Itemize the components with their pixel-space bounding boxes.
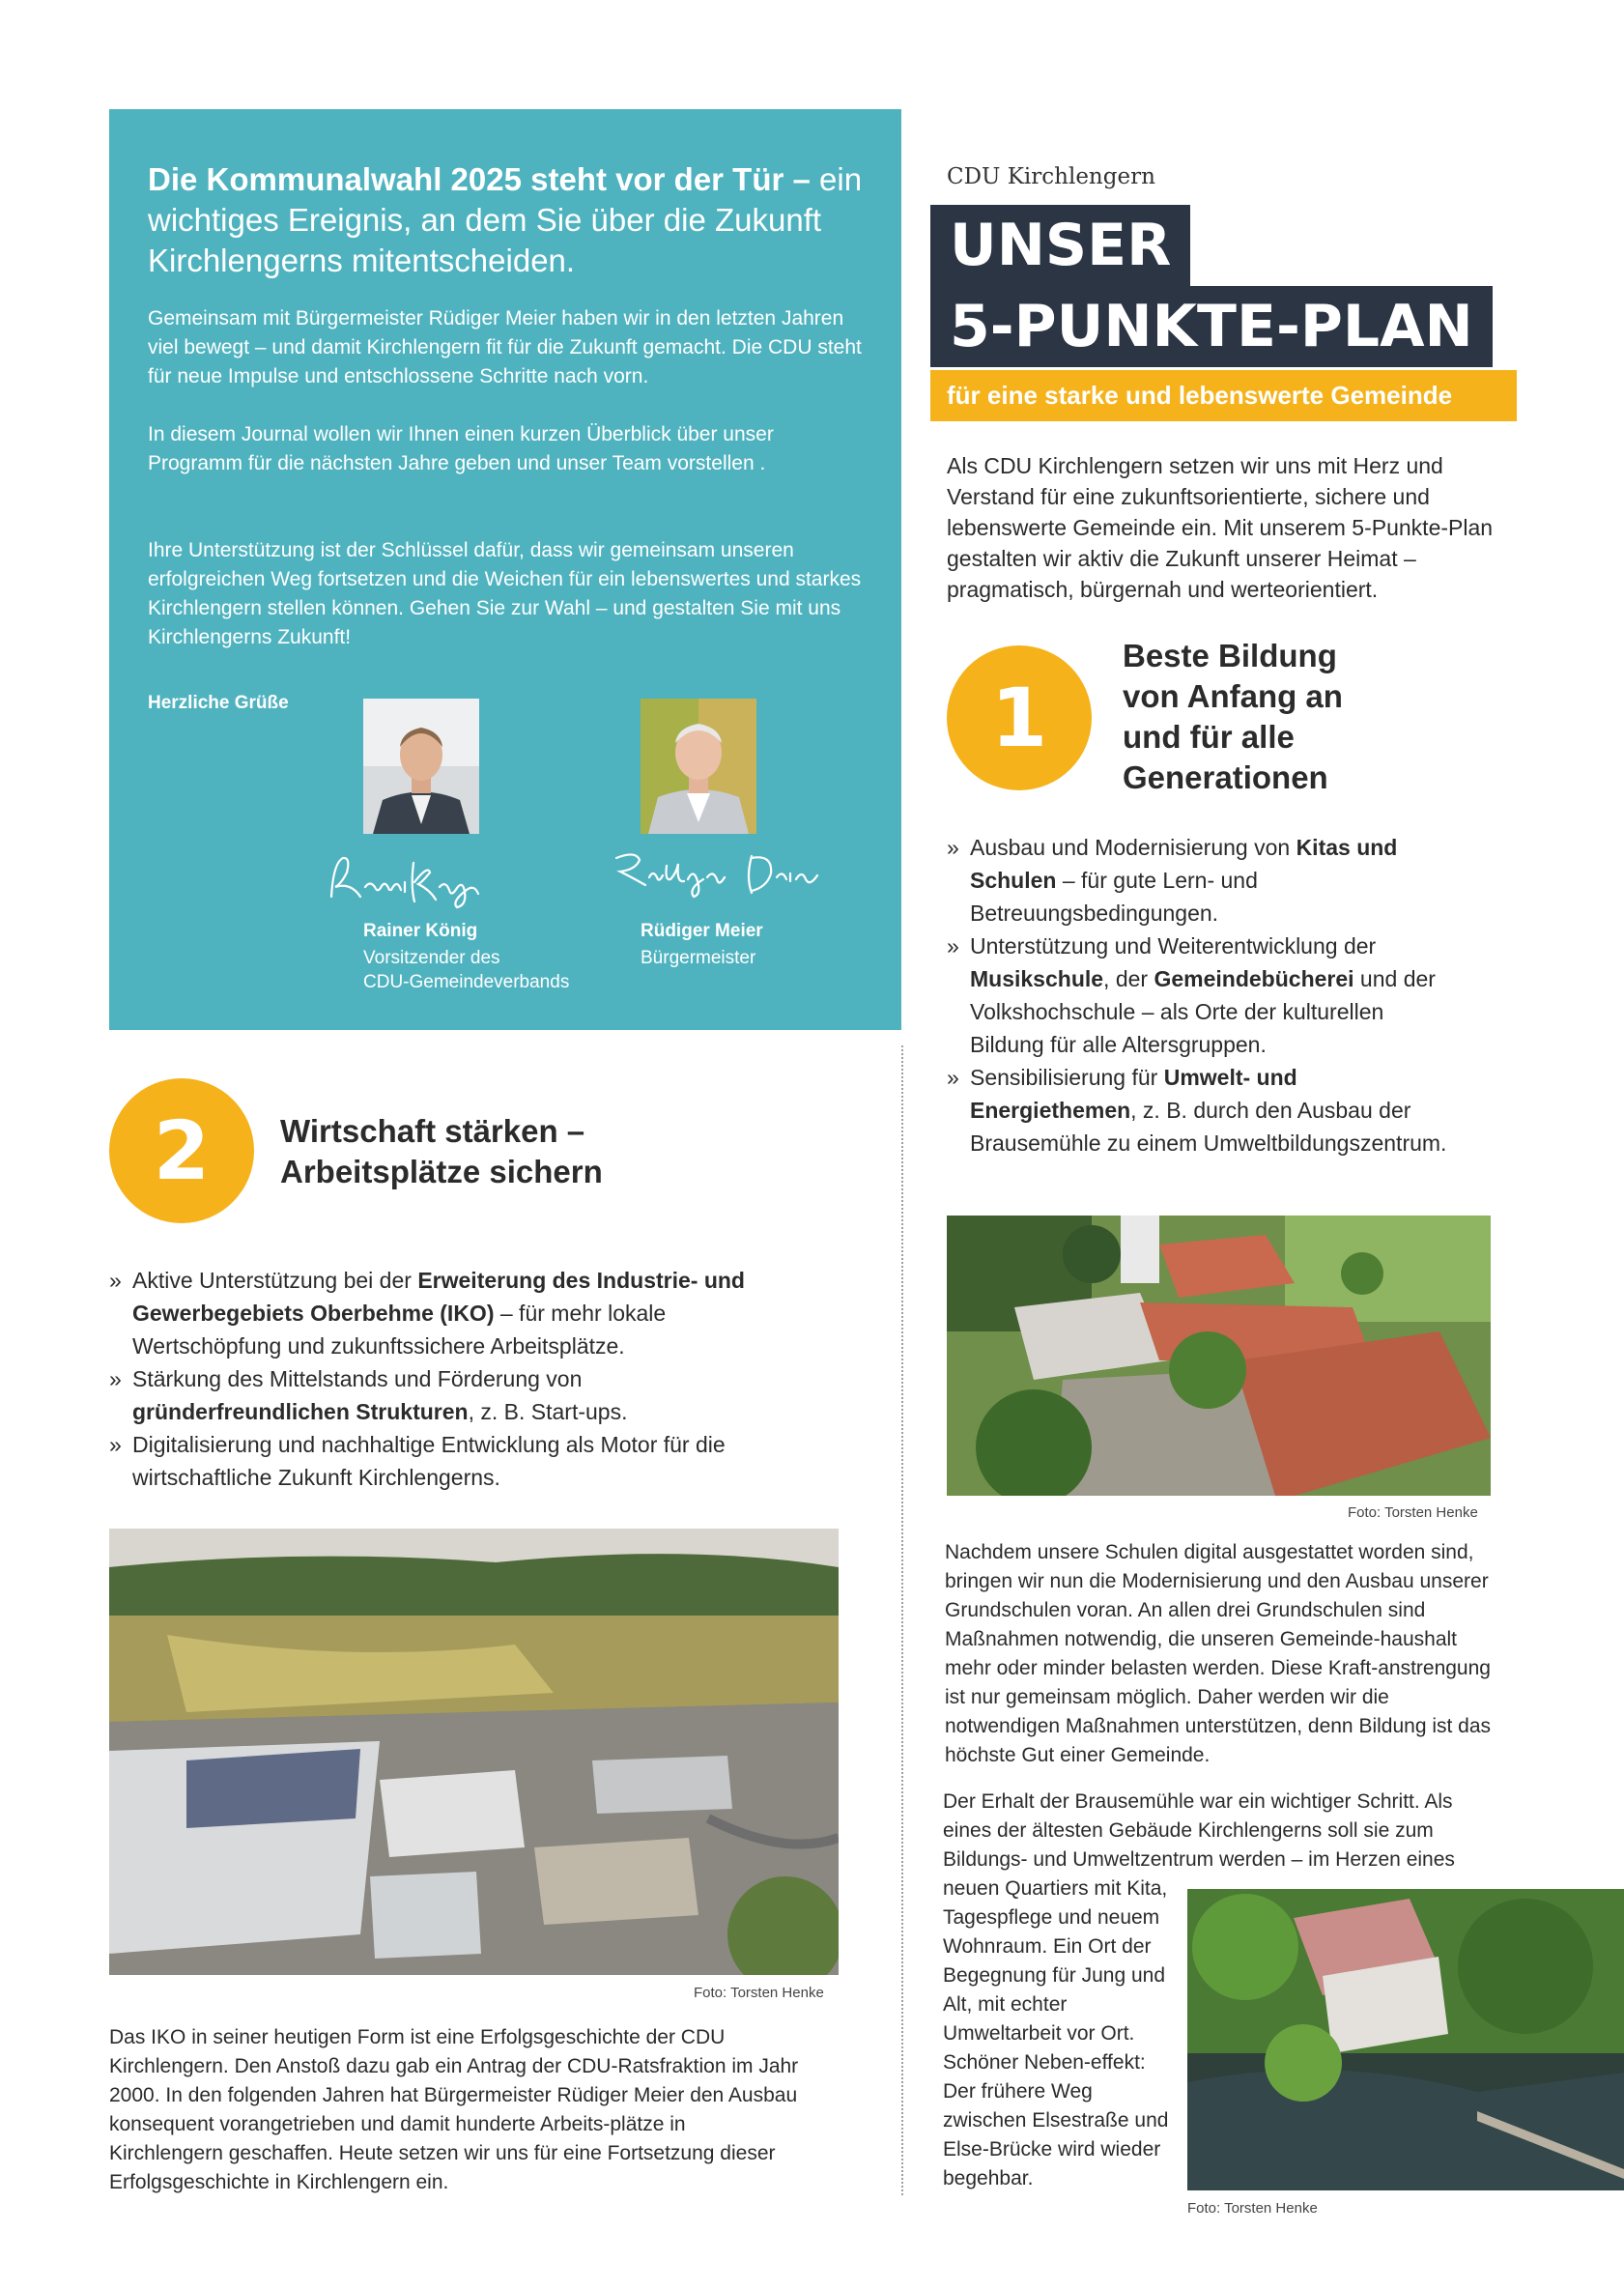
point-1-text-2-side: neuen Quartiers mit Kita, Tagespflege und neuem Wohnraum. Ein Ort der Begegnung für Jung und Alt, mit echter Umweltarbeit vor Ort. Schöner Neben-effekt: Der frühere Weg zwischen Elsestraße und Else-Brücke wird wieder begehbar.	[943, 1877, 1169, 2189]
bullet-bold: Gemeindebücherei	[1154, 966, 1354, 991]
subtitle-banner: für eine starke und lebenswerte Gemeinde	[930, 370, 1517, 421]
point-1-heading	[1123, 636, 1343, 798]
point-2-heading-line: Arbeitsplätze sichern	[280, 1154, 603, 1189]
point-1-heading-line: Beste Bildung	[1123, 638, 1337, 673]
intro-headline-bold: Die Kommunalwahl 2025 steht vor der Tür –	[148, 161, 811, 197]
greeting: Herzliche Grüße	[148, 693, 289, 713]
bullet-text: , z. B. durch den Ausbau der Brausemühle zu einem Umweltbildungszentrum.	[970, 1098, 1447, 1156]
intro-paragraph-1: Gemeinsam mit Bürgermeister Rüdiger Meier haben wir in den letzten Jahren viel bewegt – und damit Kirchlengern fit für die Zukunft gemacht. Die CDU steht für neue Impulse und entschlossene Schritte nach vorn.	[148, 307, 862, 387]
bullet-bold: Umwelt- und Energiethemen	[970, 1065, 1297, 1123]
bullet-text: , z. B. Start-ups.	[468, 1399, 628, 1424]
point-2-text: Das IKO in seiner heutigen Form ist eine Erfolgsgeschichte der CDU Kirchlengern. Den Anstoß dazu gab ein Antrag der CDU-Ratsfraktion im Jahr 2000. In den folgenden Jahren hat Bürgermeister Rüdiger Meier den Ausbau konsequent vorangetrieben und damit hunderte Arbeits-plätze in Kirchlengern geschaffen. Heute setzen wir uns für eine Fortsetzung dieser Erfolgsgeschichte in Kirchlengern ein.	[109, 2026, 799, 2193]
list-item	[947, 1061, 1449, 1159]
point-2-heading-line: Wirtschaft stärken –	[280, 1113, 585, 1149]
person-name-2: Rüdiger Meier	[641, 921, 763, 941]
point-1-heading-line: von Anfang an	[1123, 678, 1343, 714]
list-item	[109, 1362, 747, 1428]
school-aerial-photo	[947, 1216, 1491, 1496]
bullet-text: Unterstützung und Weiterentwicklung der	[970, 933, 1377, 959]
bullet-text: Sensibilisierung für	[970, 1065, 1164, 1090]
bullet-text: und der Volkshochschule – als Orte der kulturellen Bildung für alle Altersgruppen.	[970, 966, 1436, 1057]
intro-paragraph-2: In diesem Journal wollen wir Ihnen einen kurzen Überblick über unser Programm für die nächsten Jahre geben und unser Team vorstellen .	[148, 423, 774, 474]
bullet-bold: Erweiterung des Industrie- und Gewerbegebiets Oberbehme (IKO)	[132, 1268, 745, 1326]
list-item	[109, 1428, 747, 1494]
person-role-2: Bürgermeister	[641, 948, 756, 968]
bullet-text: , der	[1103, 966, 1154, 991]
point-2-heading	[280, 1111, 603, 1192]
point-2-bullet-list	[109, 1264, 747, 1494]
signature-rainer-koenig	[322, 844, 505, 916]
org-name: CDU Kirchlengern	[947, 164, 1155, 189]
list-item	[109, 1264, 747, 1362]
person-role-1-line1: Vorsitzender des	[363, 948, 500, 968]
lead-paragraph: Als CDU Kirchlengern setzen wir uns mit Herz und Verstand für eine zukunftsorientierte, sichere und lebenswerte Gemeinde ein. Mit unserem 5-Punkte-Plan gestalten wir aktiv die Zukunft unserer Heimat – pragmatisch, bürgernah und werteorientiert.	[947, 453, 1494, 602]
bullet-text: Digitalisierung und nachhaltige Entwicklung als Motor für die wirtschaftliche Zukunft Kirchlengerns.	[132, 1432, 726, 1490]
bullet-text: – für mehr lokale Wertschöpfung und zukunftssichere Arbeitsplätze.	[132, 1301, 667, 1359]
title-line-1: UNSER	[930, 205, 1190, 286]
bullet-text: Stärkung des Mittelstands und Förderung von	[132, 1366, 583, 1391]
person-role-1-line2: CDU-Gemeindeverbands	[363, 972, 570, 992]
bullet-bold: gründerfreundlichen Strukturen	[132, 1399, 469, 1424]
bullet-text: Ausbau und Modernisierung von	[970, 835, 1296, 860]
bullet-text: Aktive Unterstützung bei der	[132, 1268, 418, 1293]
intro-headline	[148, 159, 863, 281]
point-1-heading-line: Generationen	[1123, 759, 1328, 795]
bullet-bold: Musikschule	[970, 966, 1104, 991]
intro-box	[109, 109, 901, 1030]
portrait-ruediger-meier	[641, 699, 756, 834]
list-item	[947, 831, 1449, 930]
photo-credit-mill: Foto: Torsten Henke	[1187, 2200, 1318, 2217]
person-name-1: Rainer König	[363, 921, 478, 941]
title-line-2: 5-PUNKTE-PLAN	[930, 286, 1493, 367]
point-2-badge: 2	[109, 1078, 254, 1223]
photo-credit-iko: Foto: Torsten Henke	[694, 1985, 824, 2001]
column-divider	[901, 1045, 903, 2195]
point-1-text-1: Nachdem unsere Schulen digital ausgestattet worden sind, bringen wir nun die Modernisierung und den Ausbau unserer Grundschulen voran. An allen drei Grundschulen sind Maßnahmen notwendig, die unseren Gemeinde-haushalt mehr oder minder belasten werden. Diese Kraft-anstrengung ist nur gemeinsam möglich. Daher werden wir die notwendigen Maßnahmen unterstützen, denn Bildung ist das höchste Gut einer Gemeinde.	[945, 1541, 1492, 1766]
brausemuehle-aerial-photo	[1187, 1889, 1624, 2190]
bullet-text: – für gute Lern- und Betreuungsbedingungen.	[970, 868, 1258, 926]
photo-credit-school: Foto: Torsten Henke	[1348, 1504, 1478, 1521]
point-1-badge: 1	[947, 645, 1092, 790]
bullet-bold: Kitas und Schulen	[970, 835, 1398, 893]
intro-paragraph-3: Ihre Unterstützung ist der Schlüssel dafür, dass wir gemeinsam unseren erfolgreichen Weg fortsetzen und die Weichen für ein lebenswertes und starkes Kirchlengern stellen können. Gehen Sie zur Wahl – und gestalten Sie mit uns Kirchlengerns Zukunft!	[148, 539, 862, 648]
point-1-heading-line: und für alle	[1123, 719, 1295, 755]
portrait-rainer-koenig	[363, 699, 479, 834]
point-1-bullet-list	[947, 831, 1449, 1159]
point-1-text-2-top: Der Erhalt der Brausemühle war ein wichtiger Schritt. Als eines der ältesten Gebäude Kirchlengerns soll sie zum Bildungs- und Umweltzentrum werden – im Herzen eines	[943, 1790, 1455, 1871]
iko-industrial-park-photo	[109, 1529, 839, 1975]
list-item	[947, 930, 1449, 1061]
intro-headline-rest: ein wichtiges Ereignis, an dem Sie über die Zukunft Kirchlengerns mitentscheiden.	[148, 161, 863, 278]
signature-ruediger-meier	[607, 839, 839, 911]
